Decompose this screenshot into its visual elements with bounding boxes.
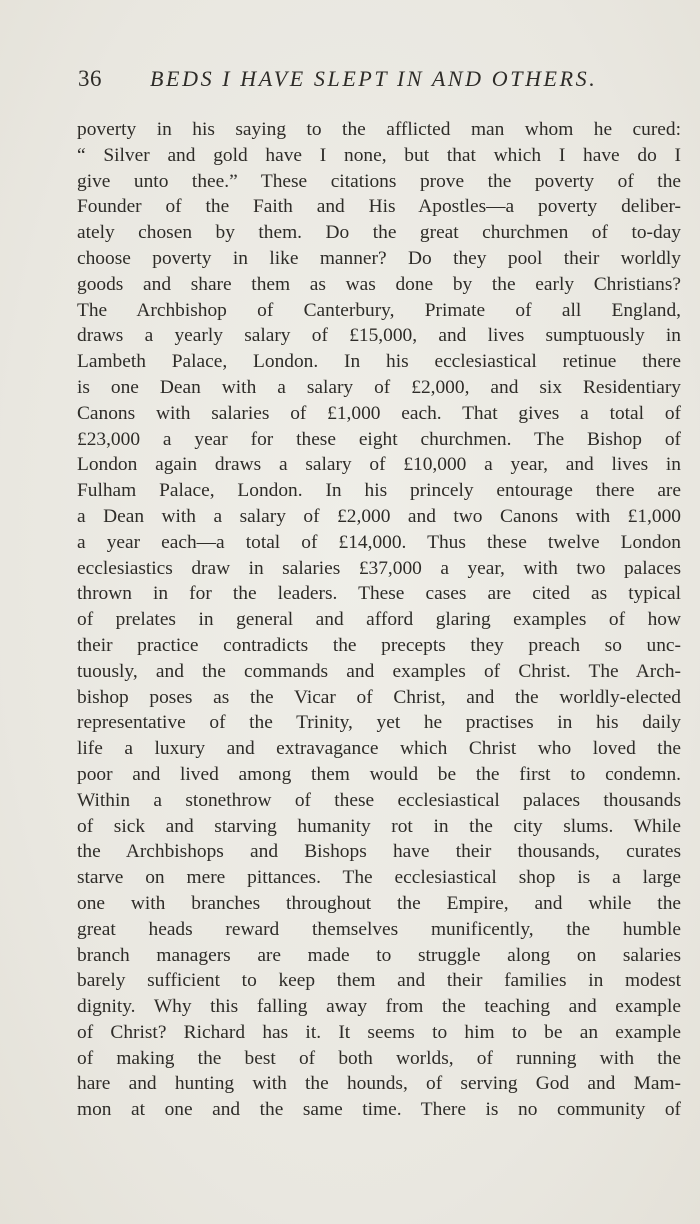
page-header xyxy=(78,62,618,98)
text-line: branch managers are made to struggle along on salaries xyxy=(77,944,681,966)
text-line: great heads reward themselves munificently, the humble xyxy=(77,918,681,940)
text-line: ecclesiastics draw in salaries £37,000 a year, with two palaces xyxy=(77,557,681,579)
text-line: Founder of the Faith and His Apostles—a poverty deliber- xyxy=(77,196,681,218)
text-line: representative of the Trinity, yet he practises in his daily xyxy=(77,712,681,734)
text-line: ately chosen by them. Do the great churchmen of to-day xyxy=(77,222,681,244)
text-line: their practice contradicts the precepts they preach so unc- xyxy=(77,634,681,656)
text-line: give unto thee.” These citations prove the poverty of the xyxy=(77,170,681,192)
text-line: The Archbishop of Canterbury, Primate of all England, xyxy=(77,299,681,321)
text-line: London again draws a salary of £10,000 a year, and lives in xyxy=(77,454,681,476)
text-line: poverty in his saying to the afflicted man whom he cured: xyxy=(77,119,681,140)
text-line: Within a stonethrow of these ecclesiastical palaces thousands xyxy=(77,789,681,811)
text-line: “ Silver and gold have I none, but that which I have do I xyxy=(77,144,681,166)
text-line: tuously, and the commands and examples of Christ. The Arch- xyxy=(77,660,681,682)
text-line: Canons with salaries of £1,000 each. That gives a total of xyxy=(77,402,681,424)
text-line: barely sufficient to keep them and their families in modest xyxy=(77,970,681,992)
text-line: a year each—a total of £14,000. Thus these twelve London xyxy=(77,531,681,553)
text-line: of sick and starving humanity rot in the city slums. While xyxy=(77,815,681,837)
text-line: starve on mere pittances. The ecclesiastical shop is a large xyxy=(77,867,681,889)
text-line: life a luxury and extravagance which Christ who loved the xyxy=(77,738,681,760)
text-line: Lambeth Palace, London. In his ecclesiastical retinue there xyxy=(77,351,681,373)
text-line: the Archbishops and Bishops have their thousands, curates xyxy=(77,841,681,863)
page-number: 36 xyxy=(78,66,102,91)
text-line: of making the best of both worlds, of running with the xyxy=(77,1047,681,1069)
text-line: dignity. Why this falling away from the teaching and example xyxy=(77,996,681,1018)
running-title: BEDS I HAVE SLEPT IN AND OTHERS. xyxy=(150,66,598,91)
text-line: of Christ? Richard has it. It seems to him to be an example xyxy=(77,1021,681,1043)
text-line: poor and lived among them would be the first to condemn. xyxy=(77,763,681,785)
text-line: hare and hunting with the hounds, of serving God and Mam- xyxy=(77,1073,681,1095)
text-line: a Dean with a salary of £2,000 and two Canons with £1,000 xyxy=(77,505,681,527)
text-line: draws a yearly salary of £15,000, and lives sumptuously in xyxy=(77,325,681,347)
text-line: one with branches throughout the Empire, and while the xyxy=(77,892,681,914)
text-line: mon at one and the same time. There is no community of xyxy=(77,1099,681,1121)
text-line: is one Dean with a salary of £2,000, and six Residentiary xyxy=(77,376,681,398)
text-line: bishop poses as the Vicar of Christ, and the worldly-elected xyxy=(77,686,681,708)
text-line: Fulham Palace, London. In his princely entourage there are xyxy=(77,480,681,502)
text-line: goods and share them as was done by the early Christians? xyxy=(77,273,681,295)
text-line: thrown in for the leaders. These cases are cited as typical xyxy=(77,583,681,605)
text-line: of prelates in general and afford glaring examples of how xyxy=(77,609,681,631)
text-line: choose poverty in like manner? Do they pool their worldly xyxy=(77,247,681,269)
body-text xyxy=(77,117,681,1123)
text-line: £23,000 a year for these eight churchmen. The Bishop of xyxy=(77,428,681,450)
